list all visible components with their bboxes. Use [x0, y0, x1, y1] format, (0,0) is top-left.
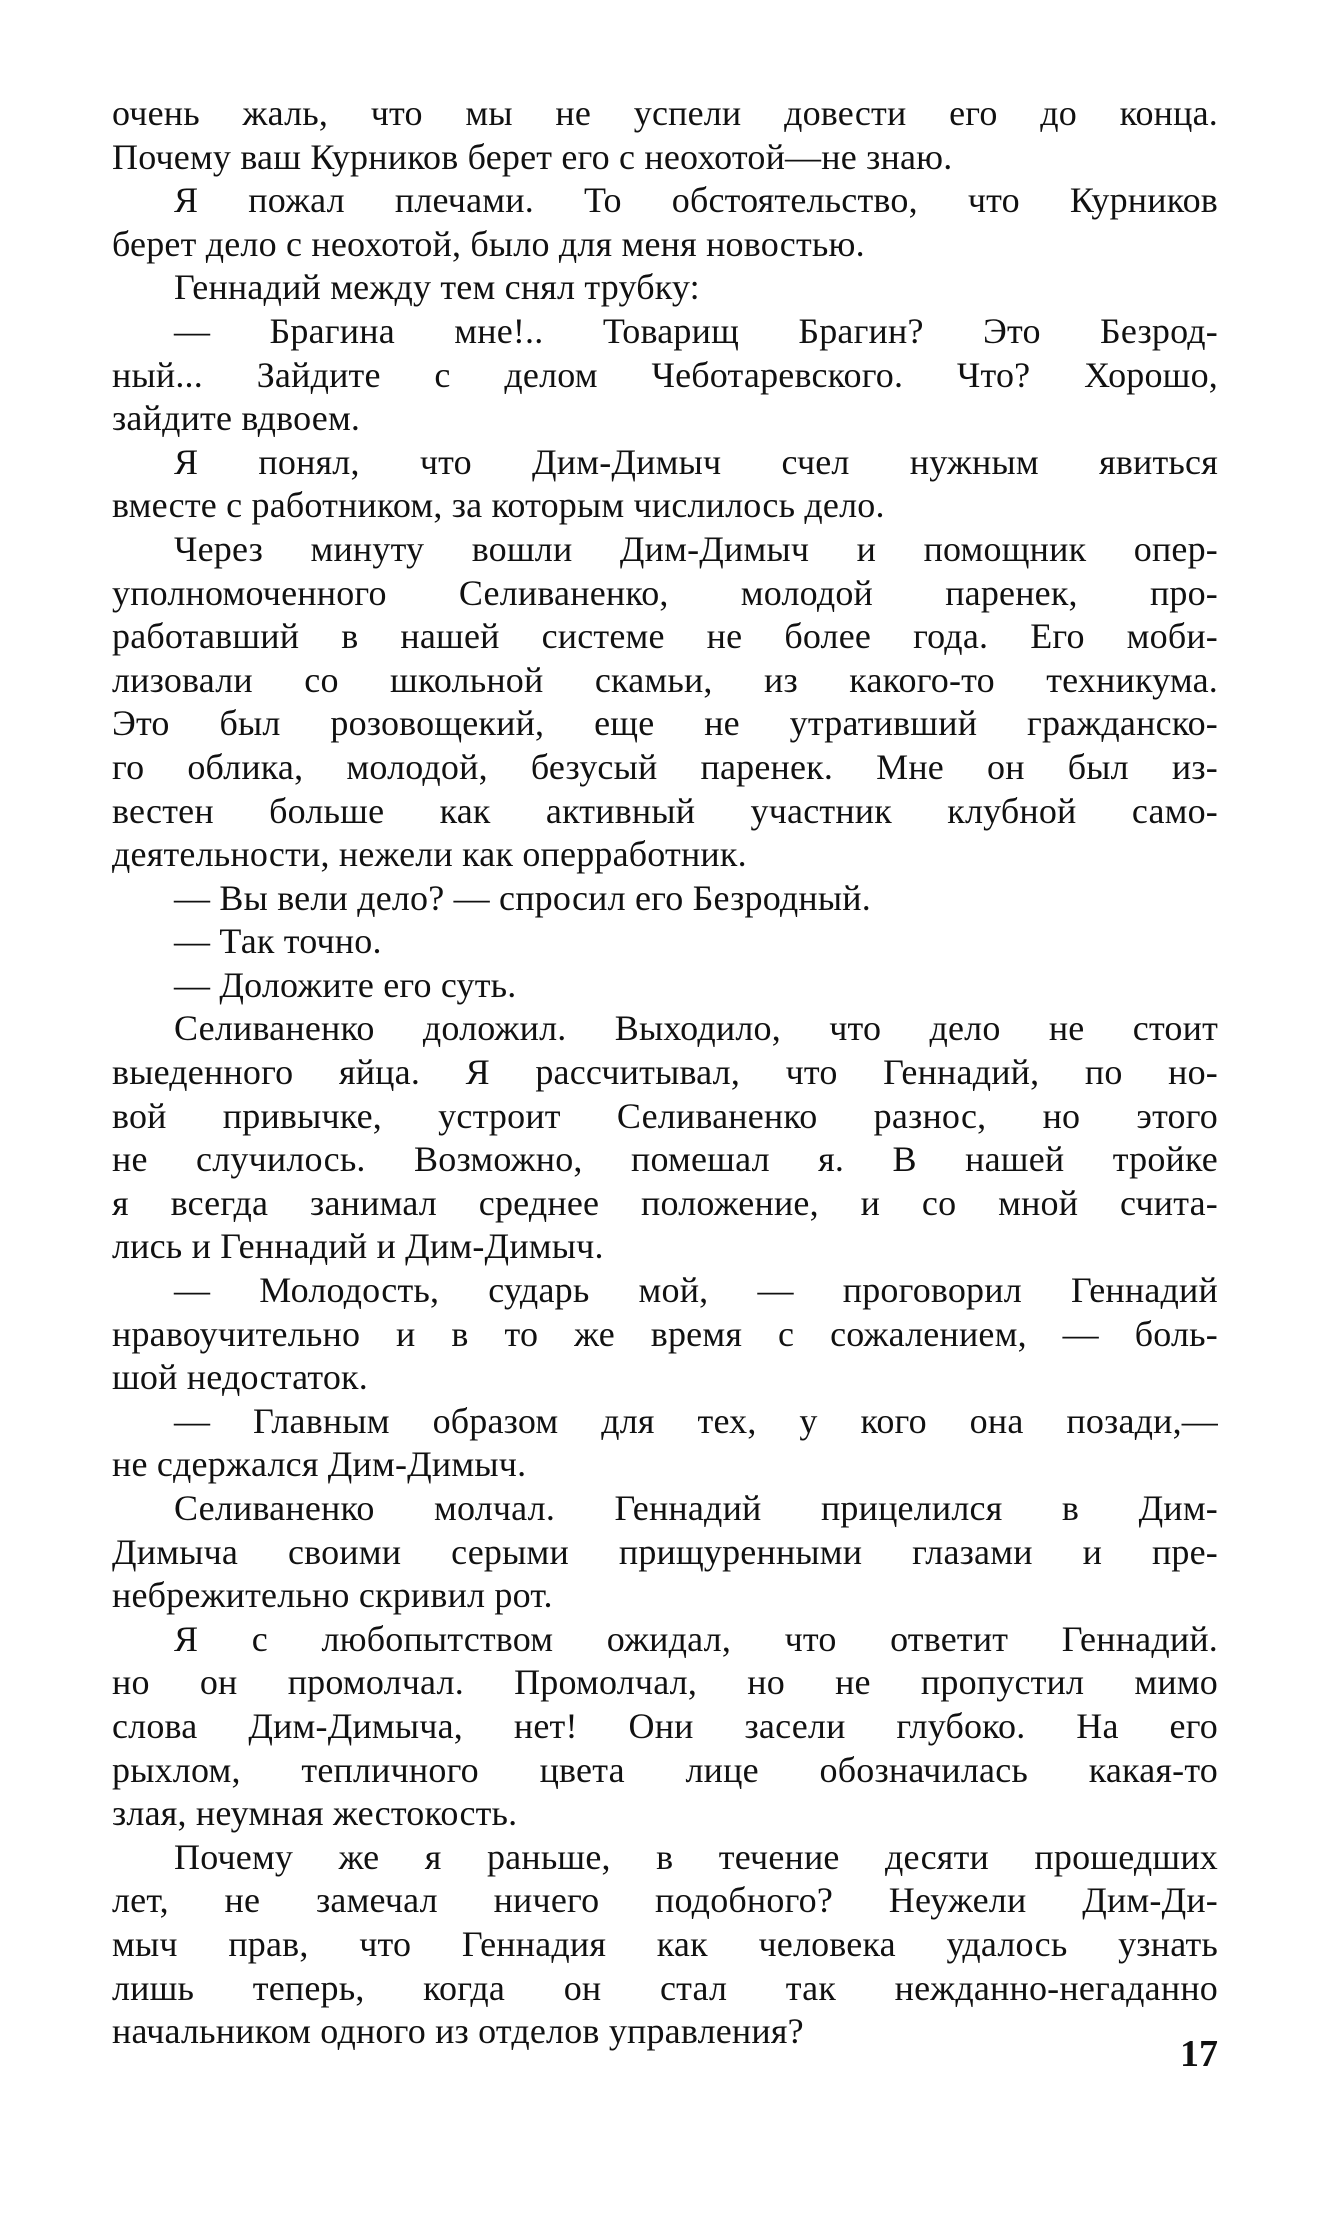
text-line: — Так точно. — [174, 921, 382, 962]
text-line: го облика, молодой, безусый паренек. Мне он был из- — [112, 746, 1218, 787]
text-line: я всегда занимал среднее положение, и со мной счита- — [112, 1182, 1218, 1223]
text-line: шой недостаток. — [112, 1357, 368, 1398]
text-line: мыч прав, что Геннадия как человека удалось узнать — [112, 1923, 1218, 1964]
text-line: — Молодость, сударь мой, — проговорил Геннадий — [174, 1270, 1218, 1311]
text-line: Селиваненко доложил. Выходило, что дело не стоит — [174, 1008, 1218, 1049]
text-line: лет, не замечал ничего подобного? Неужели Дим-Ди- — [112, 1880, 1218, 1921]
text-line: — Доложите его суть. — [174, 964, 517, 1005]
text-line: но он промолчал. Промолчал, но не пропустил мимо — [112, 1662, 1218, 1703]
text-line: — Вы вели дело? — спросил его Безродный. — [174, 877, 871, 918]
text-line: Геннадий между тем снял трубку: — [174, 267, 700, 308]
text-line: начальником одного из отделов управления? — [112, 2011, 804, 2052]
text-line: злая, неумная жестокость. — [112, 1793, 518, 1834]
text-line: вместе с работником, за которым числилось дело. — [112, 485, 885, 526]
text-line: рыхлом, тепличного цвета лице обозначилась какая-то — [112, 1749, 1218, 1790]
text-line: вой привычке, устроит Селиваненко разнос, но этого — [112, 1095, 1218, 1136]
text-line: деятельности, нежели как оперработник. — [112, 834, 747, 875]
text-line: выеденного яйца. Я рассчитывал, что Геннадий, по но- — [112, 1052, 1218, 1093]
text-line: Через минуту вошли Дим-Димыч и помощник опер- — [174, 528, 1218, 569]
text-line: не случилось. Возможно, помешал я. В нашей тройке — [112, 1139, 1218, 1180]
text-line: лишь теперь, когда он стал так нежданно-негаданно — [112, 1967, 1218, 2008]
text-line: Я понял, что Дим-Димыч счел нужным явиться — [174, 441, 1218, 482]
text-line: не сдержался Дим-Димыч. — [112, 1444, 527, 1485]
body-text — [112, 92, 1218, 2054]
text-line: работавший в нашей системе не более года. Его моби- — [112, 616, 1218, 657]
text-line: лись и Геннадий и Дим-Димыч. — [112, 1226, 604, 1267]
text-line: — Главным образом для тех, у кого она позади,— — [174, 1400, 1218, 1441]
page-number: 17 — [1180, 2033, 1218, 2075]
text-line: слова Дим-Димыча, нет! Они засели глубоко. На его — [112, 1705, 1218, 1746]
text-line: небрежительно скривил рот. — [112, 1575, 553, 1616]
text-line: вестен больше как активный участник клубной само- — [112, 790, 1218, 831]
text-line: очень жаль, что мы не успели довести его до конца. — [112, 93, 1218, 133]
text-line: уполномоченного Селиваненко, молодой паренек, про- — [112, 572, 1218, 613]
text-line: Я пожал плечами. То обстоятельство, что Курников — [174, 180, 1218, 221]
text-line: зайдите вдвоем. — [112, 398, 361, 439]
text-line: ный... Зайдите с делом Чеботаревского. Что? Хорошо, — [112, 354, 1218, 395]
text-line: берет дело с неохотой, было для меня новостью. — [112, 223, 865, 264]
text-line: Это был розовощекий, еще не утративший гражданско- — [112, 703, 1218, 744]
text-line: Селиваненко молчал. Геннадий прицелился в Дим- — [174, 1488, 1218, 1528]
text-line: Димыча своими серыми прищуренными глазами и пре- — [112, 1531, 1218, 1572]
text-line: лизовали со школьной скамьи, из какого-то техникума. — [112, 659, 1218, 700]
text-line: Почему ваш Курников берет его с неохотой—не знаю. — [112, 136, 953, 177]
text-line: Я с любопытством ожидал, что ответит Геннадий. — [174, 1618, 1218, 1659]
text-line: Почему же я раньше, в течение десяти прошедших — [174, 1836, 1218, 1877]
text-line: — Брагина мне!.. Товарищ Брагин? Это Безрод- — [174, 310, 1218, 351]
text-line: нравоучительно и в то же время с сожалением, — боль- — [112, 1313, 1218, 1354]
